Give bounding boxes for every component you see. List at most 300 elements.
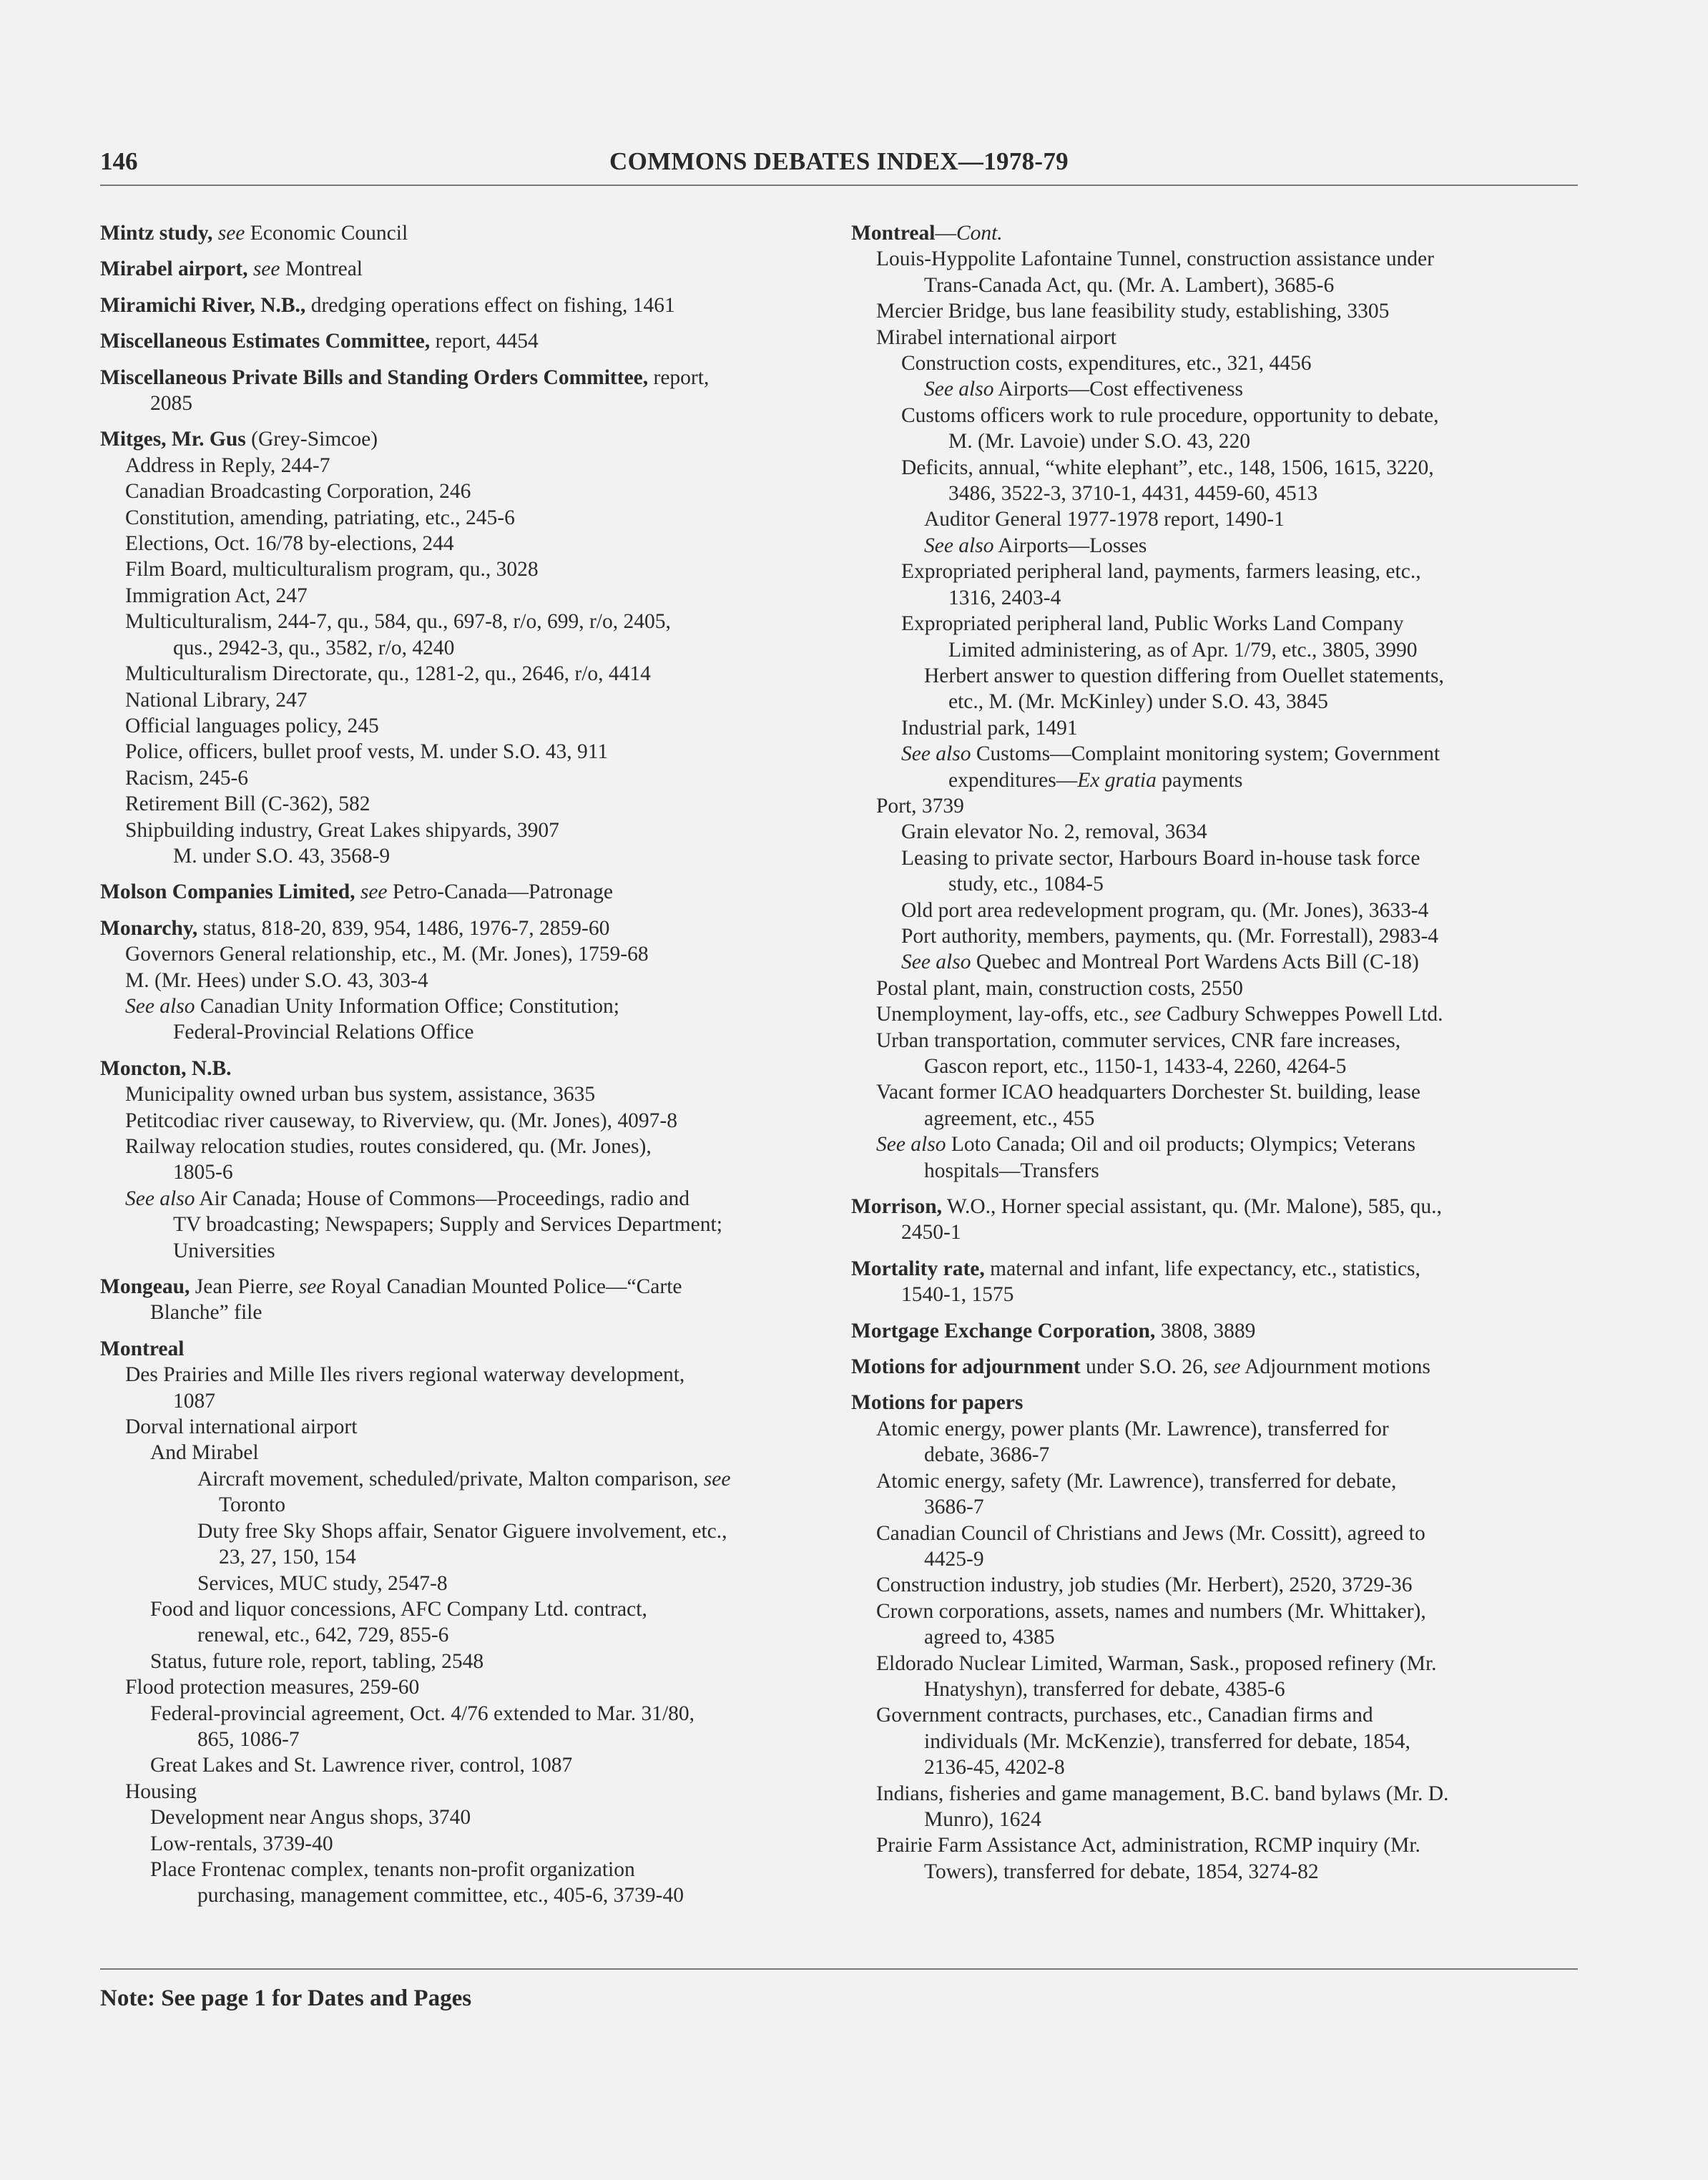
index-entry-heading-line bbox=[100, 879, 815, 905]
index-subentry-line bbox=[100, 713, 815, 739]
cross-reference-label: See also bbox=[924, 378, 994, 401]
index-subentry-line bbox=[851, 1158, 1574, 1184]
index-subentry-line bbox=[851, 1282, 1574, 1307]
index-subentry-line bbox=[851, 506, 1574, 532]
entry-text: Multiculturalism Directorate, qu., 1281-2, qu., 2646, r/o, 4414 bbox=[125, 662, 651, 686]
page-number: 146 bbox=[100, 147, 138, 175]
entry-text: under S.O. 26, bbox=[1080, 1355, 1214, 1379]
index-subentry-line bbox=[100, 556, 815, 582]
entry-text: Multiculturalism, 244-7, qu., 584, qu., 697-8, r/o, 699, r/o, 2405, bbox=[125, 610, 671, 634]
entry-text: Port authority, members, payments, qu. (Mr. Forrestall), 2983-4 bbox=[901, 924, 1439, 948]
index-entry bbox=[100, 426, 815, 869]
index-subentry-line bbox=[851, 1729, 1574, 1754]
cross-reference-label: See also bbox=[924, 534, 994, 557]
entry-text: Louis-Hyppolite Lafontaine Tunnel, construction assistance under bbox=[876, 247, 1434, 271]
entry-text: Air Canada; House of Commons—Proceedings, radio and bbox=[195, 1187, 689, 1210]
index-subentry-line bbox=[851, 741, 1574, 767]
index-subentry-line bbox=[851, 533, 1574, 559]
index-subentry-line bbox=[851, 325, 1574, 350]
index-subentry-line bbox=[851, 1521, 1574, 1546]
index-subentry-line bbox=[851, 1546, 1574, 1572]
index-subentry-line bbox=[851, 1106, 1574, 1131]
index-entry-heading-line bbox=[100, 328, 815, 354]
index-subentry-line bbox=[851, 272, 1574, 298]
entry-text: Place Frontenac complex, tenants non-profit organization bbox=[150, 1857, 635, 1881]
index-subentry-line bbox=[851, 845, 1574, 871]
index-entry-heading-line bbox=[100, 915, 815, 941]
cross-reference-label: see bbox=[217, 222, 245, 245]
entry-heading: Mortality rate, bbox=[851, 1257, 985, 1280]
index-entry bbox=[851, 1390, 1574, 1885]
index-subentry-line bbox=[100, 1108, 815, 1134]
entry-text: Services, MUC study, 2547-8 bbox=[197, 1571, 448, 1595]
index-subentry-line bbox=[100, 687, 815, 713]
index-subentry-line bbox=[100, 791, 815, 817]
entry-heading: Mintz study, bbox=[100, 222, 213, 245]
index-subentry-line bbox=[100, 1186, 815, 1212]
entry-text: Racism, 245-6 bbox=[125, 766, 249, 790]
cross-reference-label: see bbox=[360, 880, 388, 904]
index-subentry-line bbox=[100, 1544, 815, 1570]
index-subentry-line bbox=[100, 1727, 815, 1752]
entry-text: Mercier Bridge, bus lane feasibility study, establishing, 3305 bbox=[876, 300, 1390, 323]
entry-text: Des Prairies and Mille Iles rivers regional waterway development, bbox=[125, 1363, 685, 1387]
entry-text: Federal-provincial agreement, Oct. 4/76 extended to Mar. 31/80, bbox=[150, 1702, 695, 1725]
index-subentry-line bbox=[100, 818, 815, 843]
entry-text: Canadian Unity Information Office; Constitution; bbox=[195, 994, 619, 1018]
entry-text: Vacant former ICAO headquarters Dorchester St. building, lease bbox=[876, 1081, 1421, 1104]
index-subentry-line bbox=[100, 1134, 815, 1159]
index-entry bbox=[100, 220, 815, 246]
entry-heading: Miscellaneous Private Bills and Standing Orders Committee, bbox=[100, 365, 649, 389]
index-subentry-line bbox=[851, 1754, 1574, 1780]
index-subentry-line bbox=[100, 1362, 815, 1388]
entry-text: Constitution, amending, patriating, etc., 245-6 bbox=[125, 506, 515, 529]
footer-rule bbox=[100, 1968, 1578, 1970]
entry-text: report, 4454 bbox=[430, 330, 539, 353]
entry-text: Flood protection measures, 259-60 bbox=[125, 1676, 420, 1699]
index-entry-heading-line bbox=[851, 220, 1574, 246]
entry-text: agreement, etc., 455 bbox=[924, 1106, 1095, 1130]
entry-text: 1316, 2403-4 bbox=[948, 586, 1061, 609]
entry-text: Eldorado Nuclear Limited, Warman, Sask., proposed refinery (Mr. bbox=[876, 1651, 1437, 1675]
footer-note: Note: See page 1 for Dates and Pages bbox=[100, 1985, 472, 2011]
entry-heading: Motions for papers bbox=[851, 1391, 1024, 1415]
entry-text: 23, 27, 150, 154 bbox=[219, 1546, 356, 1569]
entry-text: Cadbury Schweppes Powell Ltd. bbox=[1161, 1003, 1443, 1026]
index-entry bbox=[851, 1354, 1574, 1380]
index-subentry-line bbox=[851, 428, 1574, 454]
entry-text: Airports—Losses bbox=[993, 534, 1147, 557]
entry-text: 2136-45, 4202-8 bbox=[924, 1756, 1065, 1779]
entry-text: Quebec and Montreal Port Wardens Acts Bill (C-18) bbox=[971, 951, 1419, 974]
entry-text: Immigration Act, 247 bbox=[125, 584, 308, 607]
index-subentry-line bbox=[100, 1212, 815, 1237]
index-entry-heading-line bbox=[851, 1194, 1574, 1219]
index-entry-heading-line bbox=[100, 1336, 815, 1362]
entry-text bbox=[212, 222, 217, 245]
entry-text: 1540-1, 1575 bbox=[901, 1283, 1014, 1307]
index-entry bbox=[100, 1274, 815, 1326]
entry-text: M. under S.O. 43, 3568-9 bbox=[173, 844, 391, 868]
entry-text: Municipality owned urban bus system, assistance, 3635 bbox=[125, 1083, 596, 1106]
entry-text: Economic Council bbox=[245, 222, 408, 245]
index-entry bbox=[100, 879, 815, 905]
entry-text: 1087 bbox=[173, 1389, 215, 1413]
entry-text: Gascon report, etc., 1150-1, 1433-4, 2260, 4264-5 bbox=[924, 1055, 1347, 1078]
entry-text: Montreal bbox=[280, 257, 363, 281]
index-subentry-line bbox=[100, 1805, 815, 1830]
entry-text: Prairie Farm Assistance Act, administration, RCMP inquiry (Mr. bbox=[876, 1834, 1420, 1857]
index-entry-heading-line bbox=[851, 1390, 1574, 1415]
index-entry bbox=[100, 365, 815, 417]
index-subentry-line bbox=[851, 1651, 1574, 1676]
entry-text: Dorval international airport bbox=[125, 1415, 358, 1439]
entry-text: (Grey-Simcoe) bbox=[245, 428, 378, 451]
entry-text: Retirement Bill (C-362), 582 bbox=[125, 792, 370, 816]
entry-text: Construction costs, expenditures, etc., 321, 4456 bbox=[901, 352, 1312, 375]
index-subentry-line bbox=[851, 1442, 1574, 1468]
cross-reference-label: See also bbox=[901, 951, 971, 974]
cross-reference-label: See also bbox=[125, 994, 195, 1018]
entry-text: Construction industry, job studies (Mr. Herbert), 2520, 3729-36 bbox=[876, 1573, 1413, 1597]
entry-text: report, bbox=[648, 365, 710, 389]
entry-text: And Mirabel bbox=[150, 1441, 259, 1465]
entry-text: Leasing to private sector, Harbours Board in-house task force bbox=[901, 846, 1420, 870]
entry-text: purchasing, management committee, etc., 405-6, 3739-40 bbox=[197, 1884, 684, 1908]
cross-reference-label: See also bbox=[876, 1133, 946, 1157]
index-column-right bbox=[851, 220, 1574, 1895]
cross-reference-label: see bbox=[252, 257, 280, 281]
entry-text bbox=[355, 880, 360, 903]
entry-text: Toronto bbox=[219, 1493, 285, 1517]
entry-text: Postal plant, main, construction costs, 2550 bbox=[876, 976, 1243, 1000]
index-entry-heading-line bbox=[851, 1318, 1574, 1344]
index-subentry-line bbox=[100, 453, 815, 478]
entry-text: 3686-7 bbox=[924, 1496, 984, 1519]
index-subentry-line bbox=[100, 1440, 815, 1465]
entry-text: Jean Pierre, bbox=[190, 1275, 299, 1299]
entry-text: Governors General relationship, etc., M. (Mr. Jones), 1759-68 bbox=[125, 943, 649, 966]
entry-text: Great Lakes and St. Lawrence river, control, 1087 bbox=[150, 1754, 573, 1777]
entry-heading: Molson Companies Limited, bbox=[100, 880, 355, 904]
index-subentry-line bbox=[100, 1238, 815, 1264]
index-subentry-line bbox=[851, 350, 1574, 376]
index-entry bbox=[851, 1194, 1574, 1246]
index-subentry-line bbox=[851, 1676, 1574, 1702]
entry-text: hospitals—Transfers bbox=[924, 1159, 1099, 1182]
entry-text: Customs officers work to rule procedure, opportunity to debate, bbox=[901, 403, 1439, 427]
entry-heading: Monarchy, bbox=[100, 916, 198, 940]
index-entry-heading-line bbox=[100, 1274, 815, 1300]
index-entry-heading-line bbox=[100, 426, 815, 452]
entry-text: Low-rentals, 3739-40 bbox=[150, 1832, 333, 1855]
entry-text: Grain elevator No. 2, removal, 3634 bbox=[901, 820, 1207, 844]
index-subentry-line bbox=[851, 689, 1574, 715]
index-entry bbox=[100, 293, 815, 318]
entry-text: Limited administering, as of Apr. 1/79, etc., 3805, 3990 bbox=[948, 638, 1418, 662]
entry-text: Duty free Sky Shops affair, Senator Giguere involvement, etc., bbox=[197, 1519, 727, 1543]
entry-text: Railway relocation studies, routes considered, qu. (Mr. Jones), bbox=[125, 1135, 652, 1158]
entry-text: Crown corporations, assets, names and numbers (Mr. Whittaker), bbox=[876, 1599, 1426, 1623]
entry-text: individuals (Mr. McKenzie), transferred for debate, 1854, bbox=[924, 1729, 1410, 1753]
index-subentry-line bbox=[851, 1054, 1574, 1079]
index-entry-heading-line bbox=[100, 365, 815, 391]
index-subentry-line bbox=[851, 611, 1574, 637]
index-subentry-line bbox=[851, 1807, 1574, 1832]
index-subentry-line bbox=[851, 1079, 1574, 1105]
entry-text: Food and liquor concessions, AFC Company Ltd. contract, bbox=[150, 1597, 647, 1621]
index-entry bbox=[851, 1256, 1574, 1308]
index-subentry-line bbox=[851, 481, 1574, 506]
index-subentry-line bbox=[100, 1831, 815, 1857]
index-subentry-line bbox=[851, 1599, 1574, 1624]
index-subentry-line bbox=[851, 1832, 1574, 1858]
entry-heading: Motions for adjournment bbox=[851, 1355, 1081, 1379]
index-subentry-line bbox=[100, 765, 815, 791]
entry-text: Unemployment, lay-offs, etc., bbox=[876, 1003, 1134, 1026]
index-entry-heading-line bbox=[100, 256, 815, 282]
entry-text: Film Board, multiculturalism program, qu., 3028 bbox=[125, 558, 539, 581]
index-subentry-line bbox=[851, 871, 1574, 897]
index-subentry-line bbox=[100, 1466, 815, 1492]
cross-reference-label: see bbox=[1134, 1003, 1162, 1026]
index-subentry-line bbox=[851, 1859, 1574, 1885]
index-subentry-line bbox=[100, 1300, 815, 1325]
index-subentry-line bbox=[851, 455, 1574, 481]
index-entry bbox=[100, 1336, 815, 1909]
index-subentry-line bbox=[851, 1781, 1574, 1807]
entry-text: Deficits, annual, “white elephant”, etc., 148, 1506, 1615, 3220, bbox=[901, 456, 1434, 479]
entry-text: Munro), 1624 bbox=[924, 1807, 1041, 1831]
index-subentry-line bbox=[851, 663, 1574, 689]
entry-text: Industrial park, 1491 bbox=[901, 716, 1078, 740]
entry-text: Royal Canadian Mounted Police—“Carte bbox=[325, 1275, 682, 1299]
index-entry bbox=[100, 1056, 815, 1264]
entry-text: Hnatyshyn), transferred for debate, 4385-6 bbox=[924, 1677, 1285, 1701]
cross-reference-label: Cont. bbox=[956, 222, 1003, 245]
index-subentry-line bbox=[851, 1702, 1574, 1728]
index-subentry-line bbox=[851, 1494, 1574, 1520]
index-subentry-line bbox=[851, 585, 1574, 611]
index-subentry-line bbox=[100, 609, 815, 634]
index-column-left bbox=[100, 220, 815, 1919]
index-subentry-line bbox=[100, 1857, 815, 1882]
entry-text: Customs—Complaint monitoring system; Government bbox=[971, 742, 1440, 766]
index-subentry-line bbox=[851, 767, 1574, 793]
index-entry bbox=[100, 328, 815, 354]
index-subentry-line bbox=[851, 246, 1574, 272]
entry-heading: Miramichi River, N.B., bbox=[100, 293, 306, 317]
index-subentry-line bbox=[100, 1674, 815, 1700]
entry-text: Canadian Broadcasting Corporation, 246 bbox=[125, 480, 471, 504]
entry-text: status, 818-20, 839, 954, 1486, 1976-7, 2859-60 bbox=[197, 916, 610, 940]
entry-text: Urban transportation, commuter services, CNR fare increases, bbox=[876, 1028, 1401, 1052]
entry-text: etc., M. (Mr. McKinley) under S.O. 43, 3845 bbox=[948, 690, 1328, 714]
index-subentry-line bbox=[100, 1596, 815, 1622]
entry-text: Expropriated peripheral land, payments, farmers leasing, etc., bbox=[901, 560, 1421, 584]
entry-heading: Montreal bbox=[100, 1337, 185, 1360]
entry-text: Aircraft movement, scheduled/private, Malton comparison, bbox=[197, 1467, 704, 1491]
index-subentry-line bbox=[851, 1028, 1574, 1054]
entry-heading: Mongeau, bbox=[100, 1275, 190, 1299]
index-entry bbox=[851, 1318, 1574, 1344]
cross-reference-label: see bbox=[1213, 1355, 1241, 1379]
index-subentry-line bbox=[100, 1752, 815, 1778]
index-subentry-line bbox=[851, 715, 1574, 741]
index-entry-heading-line bbox=[851, 1256, 1574, 1282]
index-entry bbox=[851, 220, 1574, 1184]
index-subentry-line bbox=[100, 635, 815, 661]
entry-text: W.O., Horner special assistant, qu. (Mr. Malone), 585, qu., bbox=[942, 1195, 1442, 1219]
index-subentry-line bbox=[100, 843, 815, 869]
entry-text: Auditor General 1977-1978 report, 1490-1 bbox=[924, 508, 1285, 531]
index-subentry-line bbox=[851, 298, 1574, 324]
index-subentry-line bbox=[851, 1468, 1574, 1494]
entry-heading: Mortgage Exchange Corporation, bbox=[851, 1319, 1156, 1342]
entry-text: TV broadcasting; Newspapers; Supply and Services Department; bbox=[173, 1213, 722, 1237]
index-entry-heading-line bbox=[100, 220, 815, 246]
entry-text: Trans-Canada Act, qu. (Mr. A. Lambert), 3685-6 bbox=[924, 273, 1335, 297]
entry-heading: Mitges, Mr. Gus bbox=[100, 428, 246, 451]
index-subentry-line bbox=[851, 1572, 1574, 1598]
entry-text: 3486, 3522-3, 3710-1, 4431, 4459-60, 4513 bbox=[948, 482, 1318, 506]
entry-text: Petro-Canada—Patronage bbox=[387, 880, 613, 904]
entry-text: Development near Angus shops, 3740 bbox=[150, 1806, 471, 1830]
index-subentry-line bbox=[100, 1701, 815, 1727]
entry-text: renewal, etc., 642, 729, 855-6 bbox=[197, 1624, 449, 1647]
entry-heading: Mirabel airport, bbox=[100, 257, 248, 281]
index-subentry-line bbox=[100, 1159, 815, 1185]
index-subentry-line bbox=[851, 819, 1574, 845]
index-subentry-line bbox=[851, 1624, 1574, 1650]
cross-reference-label: Ex gratia bbox=[1077, 768, 1157, 792]
index-subentry-line bbox=[100, 661, 815, 687]
entry-text: dredging operations effect on fishing, 1461 bbox=[305, 293, 675, 317]
entry-text: Port, 3739 bbox=[876, 794, 964, 818]
entry-text: Shipbuilding industry, Great Lakes shipyards, 3907 bbox=[125, 818, 559, 842]
entry-text: Loto Canada; Oil and oil products; Olympics; Veterans bbox=[946, 1133, 1416, 1157]
entry-text: Elections, Oct. 16/78 by-elections, 244 bbox=[125, 532, 454, 556]
index-subentry-line bbox=[851, 1416, 1574, 1442]
index-subentry-line bbox=[100, 1649, 815, 1674]
index-entry bbox=[100, 915, 815, 1046]
index-subentry-line bbox=[851, 637, 1574, 663]
index-subentry-line bbox=[100, 1882, 815, 1908]
index-subentry-line bbox=[100, 941, 815, 967]
index-subentry-line bbox=[100, 531, 815, 556]
index-subentry-line bbox=[100, 1571, 815, 1596]
index-subentry-line bbox=[100, 1081, 815, 1107]
entry-text: Adjournment motions bbox=[1240, 1355, 1430, 1379]
entry-text: Mirabel international airport bbox=[876, 325, 1116, 349]
cross-reference-label: See also bbox=[901, 742, 971, 766]
entry-text: — bbox=[935, 222, 956, 245]
entry-text: Blanche” file bbox=[150, 1301, 262, 1325]
entry-text bbox=[247, 257, 252, 280]
index-entry-heading-line bbox=[851, 1354, 1574, 1380]
entry-heading: Miscellaneous Estimates Committee, bbox=[100, 330, 431, 353]
entry-text: Federal-Provincial Relations Office bbox=[173, 1021, 474, 1044]
entry-text: Canadian Council of Christians and Jews (Mr. Cossitt), agreed to bbox=[876, 1521, 1425, 1545]
index-subentry-line bbox=[100, 993, 815, 1019]
cross-reference-label: See also bbox=[125, 1187, 195, 1210]
entry-text: Herbert answer to question differing from Ouellet statements, bbox=[924, 664, 1444, 687]
index-subentry-line bbox=[851, 1219, 1574, 1245]
index-subentry-line bbox=[100, 1518, 815, 1544]
index-subentry-line bbox=[100, 583, 815, 609]
entry-text: 2085 bbox=[150, 392, 192, 416]
index-entry-heading-line bbox=[100, 1056, 815, 1081]
entry-text: Airports—Cost effectiveness bbox=[993, 378, 1243, 401]
entry-heading: Morrison, bbox=[851, 1195, 942, 1219]
index-subentry-line bbox=[851, 898, 1574, 923]
entry-text: 2450-1 bbox=[901, 1221, 961, 1244]
index-subentry-line bbox=[100, 739, 815, 765]
index-subentry-line bbox=[851, 559, 1574, 584]
entry-text: 3808, 3889 bbox=[1155, 1319, 1256, 1342]
entry-text: Expropriated peripheral land, Public Works Land Company bbox=[901, 612, 1404, 636]
entry-text: Indians, fisheries and game management, B.C. band bylaws (Mr. D. bbox=[876, 1782, 1449, 1805]
entry-text: Old port area redevelopment program, qu. (Mr. Jones), 3633-4 bbox=[901, 898, 1429, 922]
entry-text: 1805-6 bbox=[173, 1161, 233, 1184]
entry-text: debate, 3686-7 bbox=[924, 1443, 1050, 1467]
entry-text: agreed to, 4385 bbox=[924, 1626, 1055, 1649]
index-subentry-line bbox=[100, 478, 815, 504]
index-subentry-line bbox=[851, 376, 1574, 402]
cross-reference-label: see bbox=[703, 1467, 731, 1491]
entry-text: maternal and infant, life expectancy, etc., statistics, bbox=[984, 1257, 1420, 1280]
index-subentry-line bbox=[851, 793, 1574, 819]
entry-text: Petitcodiac river causeway, to Riverview, qu. (Mr. Jones), 4097-8 bbox=[125, 1109, 677, 1132]
index-subentry-line bbox=[100, 968, 815, 993]
page-header bbox=[100, 147, 1578, 185]
index-subentry-line bbox=[100, 1492, 815, 1518]
entry-text: 865, 1086-7 bbox=[197, 1727, 300, 1751]
entry-text: Atomic energy, power plants (Mr. Lawrence), transferred for bbox=[876, 1417, 1389, 1440]
index-subentry-line bbox=[851, 949, 1574, 975]
running-title: COMMONS DEBATES INDEX—1978-79 bbox=[609, 147, 1069, 175]
header-rule bbox=[100, 185, 1578, 186]
entry-text: Atomic energy, safety (Mr. Lawrence), transferred for debate, bbox=[876, 1469, 1397, 1493]
entry-text: Address in Reply, 244-7 bbox=[125, 453, 330, 477]
index-subentry-line bbox=[100, 1388, 815, 1414]
index-subentry-line bbox=[851, 1131, 1574, 1157]
index-subentry-line bbox=[100, 505, 815, 531]
entry-text: payments bbox=[1156, 768, 1243, 792]
entry-text: Official languages policy, 245 bbox=[125, 714, 379, 737]
entry-text: National Library, 247 bbox=[125, 688, 308, 712]
entry-text: study, etc., 1084-5 bbox=[948, 873, 1104, 896]
cross-reference-label: see bbox=[298, 1275, 326, 1299]
index-subentry-line bbox=[851, 403, 1574, 428]
entry-text: M. (Mr. Lavoie) under S.O. 43, 220 bbox=[948, 430, 1250, 453]
index-subentry-line bbox=[100, 391, 815, 416]
entry-text: 4425-9 bbox=[924, 1547, 984, 1571]
entry-text: Police, officers, bullet proof vests, M. under S.O. 43, 911 bbox=[125, 740, 609, 764]
index-subentry-line bbox=[851, 923, 1574, 949]
index-subentry-line bbox=[100, 1019, 815, 1045]
entry-text: Government contracts, purchases, etc., Canadian firms and bbox=[876, 1704, 1373, 1727]
entry-text: qus., 2942-3, qu., 3582, r/o, 4240 bbox=[173, 636, 455, 659]
entry-heading: Montreal bbox=[851, 222, 936, 245]
index-subentry-line bbox=[100, 1622, 815, 1648]
index-entry bbox=[100, 256, 815, 282]
entry-text: Towers), transferred for debate, 1854, 3274-82 bbox=[924, 1860, 1319, 1883]
entry-text: M. (Mr. Hees) under S.O. 43, 303-4 bbox=[125, 968, 428, 992]
entry-text: Status, future role, report, tabling, 2548 bbox=[150, 1649, 484, 1673]
entry-text: Housing bbox=[125, 1779, 197, 1803]
